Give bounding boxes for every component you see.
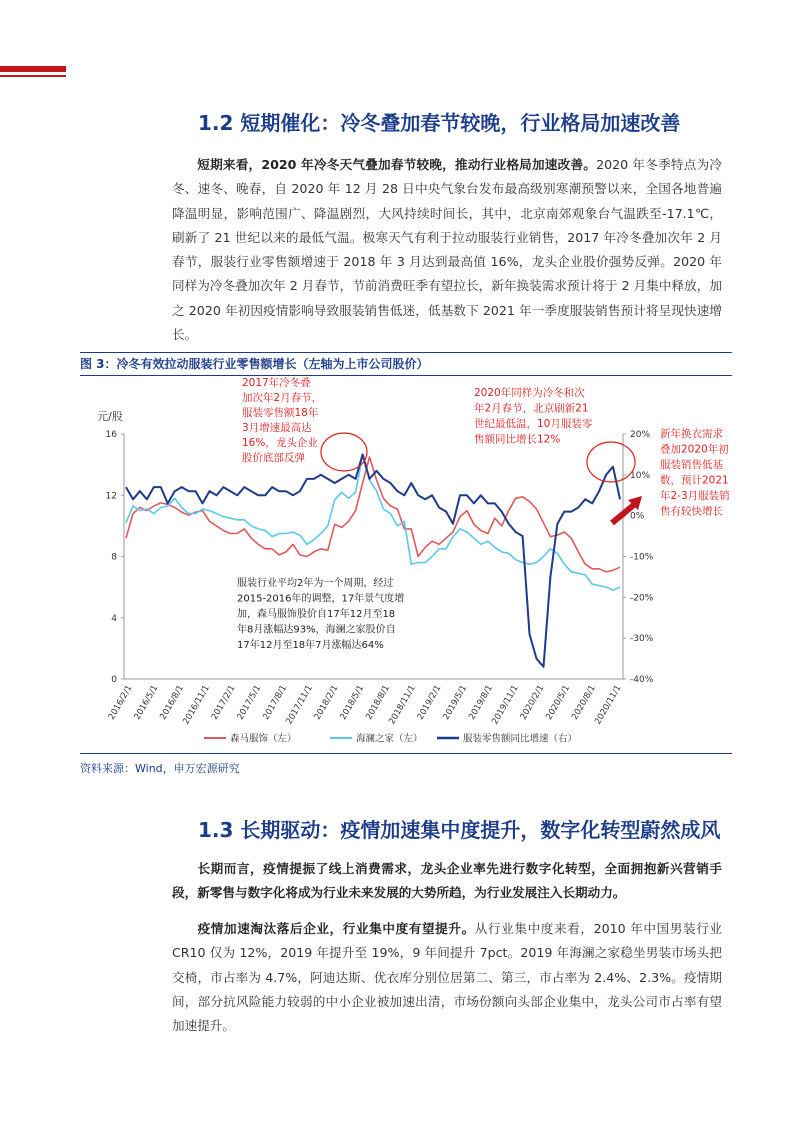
paragraph-body: 2020 年冬季特点为冷冬、速冬、晚春，自 2020 年 12 月 28 日中央气象台发布最高级别寒潮预警以来，全国各地普遍降温明显，影响范围广、降温剧烈，大风持续时间长，其中，北京南郊观象台气温跌至-17.1℃，刷新了 21 世纪以来的最低气温。极寒天气有利于拉动服装行业销售，2017 年冷冬叠加次年 2 月春节，服装行业零售额增速于 2018 年 3 月达到最高值 16%，龙头企业股价强势反弹。2020 年同样为冷冬叠加次年 2 月春节，节前消费旺季有望拉长，新年换装需求预计将于 2 月集中释放，加之 2020 年初因疫情影响导致服装销售低迷，低基数下 2021 年一季度服装销售预计将呈现快速增长。	[172, 157, 722, 343]
x-tick-label: 2016/11/1	[181, 683, 212, 727]
legend-label-1: 海澜之家（左）	[356, 733, 423, 745]
x-tick-label: 2019/11/1	[490, 683, 521, 727]
x-tick-label: 2020/8/1	[570, 683, 598, 722]
annotation-3-line: 服装行业平均2年为一个周期，经过	[237, 578, 394, 589]
annotation-0-line: 股价底部反弹	[242, 452, 305, 464]
right-tick-label: -30%	[630, 634, 654, 645]
annotation-1-line: 售额同比增长12%	[474, 433, 561, 446]
section-heading-1-2: 1.2 短期催化：冷冬叠加春节较晚，行业格局加速改善	[198, 111, 681, 135]
x-tick-label: 2016/2/1	[106, 683, 135, 722]
x-tick-label: 2020/5/1	[544, 683, 573, 722]
x-tick-label: 2018/2/1	[312, 683, 341, 722]
figure-top-rule	[80, 352, 732, 353]
x-tick-label: 2020/2/1	[518, 683, 547, 722]
annotation-0-line: 16%，龙头企业	[242, 437, 318, 449]
x-tick-label: 2017/11/1	[284, 683, 315, 727]
left-tick-label: 8	[111, 552, 117, 563]
annotation-3-line: 加，森马服饰股价自17年12月至18	[237, 609, 396, 620]
y-axis-label: 元/股	[97, 410, 123, 423]
annotation-2-line: 售有较快增长	[660, 505, 723, 518]
paragraph-concentration	[172, 917, 722, 1038]
annotation-2-line: 服装销售低基	[660, 459, 723, 471]
annotation-0-line: 加次年2月春节，	[242, 392, 323, 404]
paragraph-long-term	[172, 857, 722, 906]
x-tick-label: 2018/11/1	[387, 683, 418, 727]
legend-label-2: 服装零售额同比增速（右）	[463, 733, 578, 745]
header-red-bar	[0, 66, 66, 72]
left-tick-label: 0	[111, 675, 117, 685]
paragraph-concentration-bold: 疫情加速淘汰落后企业，行业集中度有望提升。	[197, 921, 475, 936]
annotation-0-line: 服装零售额18年	[242, 407, 319, 419]
annotation-2-line: 新年换衣需求	[660, 428, 723, 440]
paragraph-concentration-body: 从行业集中度来看，2010 年中国男装行业 CR10 仅为 12%，2019 年提升至 19%，9 年间提升 7pct。2019 年海澜之家稳坐男装市场头把交椅，市占率为 4.7%，阿迪达斯、优衣库分别位居第二、第三，市占率为 2.4%、2.3%。疫情期间，部分抗风险能力较弱的中小企业被加速出清，市场份额向头部企业集中，龙头公司市占率有望加速提升。	[172, 921, 723, 1034]
right-tick-label: -10%	[630, 552, 654, 563]
figure-bottom-rule	[80, 753, 732, 754]
right-tick-label: -20%	[630, 593, 654, 604]
annotation-0-line: 3月增速最高达	[242, 422, 312, 434]
highlight-circle-2020	[587, 442, 635, 482]
right-tick-label: 10%	[630, 470, 651, 481]
x-tick-label: 2017/2/1	[209, 683, 238, 722]
section-heading-1-3: 1.3 长期驱动：疫情加速集中度提升，数字化转型蔚然成风	[198, 818, 721, 842]
annotation-1-line: 年2月春节，北京刷新21	[474, 402, 589, 415]
figure-title: 图 3：冷冬有效拉动服装行业零售额增长（左轴为上市公司股价）	[80, 357, 429, 371]
annotation-3-line: 17年12月至18年7月涨幅达64%	[237, 640, 384, 651]
left-tick-label: 16	[105, 430, 117, 440]
paragraph-long-term-bold: 长期而言，疫情提振了线上消费需求，龙头企业率先进行数字化转型，全面拥抱新兴营销手段，新零售与数字化将成为行业未来发展的大势所趋，为行业发展注入长期动力。	[172, 861, 722, 901]
annotation-2-line: 年2-3月服装销	[660, 490, 730, 502]
x-tick-label: 2016/5/1	[132, 683, 161, 722]
annotation-2-line: 叠加2020年初	[660, 443, 729, 456]
legend-label-0: 森马服饰（左）	[230, 733, 297, 745]
x-tick-label: 2018/5/1	[338, 683, 367, 722]
right-tick-label: 0%	[630, 511, 645, 522]
x-tick-label: 2019/2/1	[415, 683, 444, 722]
right-tick-label: 20%	[630, 430, 651, 440]
x-tick-label: 2019/8/1	[467, 683, 495, 722]
figure-source: 资料来源：Wind，申万宏源研究	[80, 762, 240, 775]
chart-axes	[97, 410, 654, 726]
x-tick-label: 2017/5/1	[235, 683, 264, 722]
header-red-thin-bar	[0, 75, 66, 77]
x-tick-label: 2019/5/1	[441, 683, 470, 722]
chart-annotations	[237, 376, 730, 651]
highlight-circle-2018	[321, 433, 367, 471]
left-tick-label: 4	[111, 613, 117, 624]
chart-legend	[204, 733, 577, 745]
paragraph-lead-bold: 短期来看，2020 年冷冬天气叠加春节较晚，推动行业格局加速改善。	[197, 157, 597, 172]
annotation-1-line: 2020年同样为冷冬和次	[474, 387, 585, 399]
paragraph-short-term	[172, 153, 722, 347]
annotation-2-line: 数，预计2021	[660, 474, 729, 487]
annotation-3-line: 2015-2016年的调整，17年景气度增	[237, 593, 405, 605]
x-tick-label: 2018/8/1	[364, 683, 392, 722]
annotation-1-line: 世纪最低温，10月服装零	[474, 418, 593, 430]
x-tick-label: 2020/11/1	[593, 683, 624, 727]
x-tick-label: 2016/8/1	[158, 683, 187, 722]
right-tick-label: -40%	[630, 675, 654, 685]
annotation-3-line: 年8月涨幅达93%，海澜之家股价自	[237, 624, 396, 636]
annotation-0-line: 2017年冷冬叠	[242, 377, 311, 389]
retail-chart	[80, 376, 740, 752]
x-tick-label: 2017/8/1	[261, 683, 290, 722]
left-tick-label: 12	[105, 491, 117, 502]
